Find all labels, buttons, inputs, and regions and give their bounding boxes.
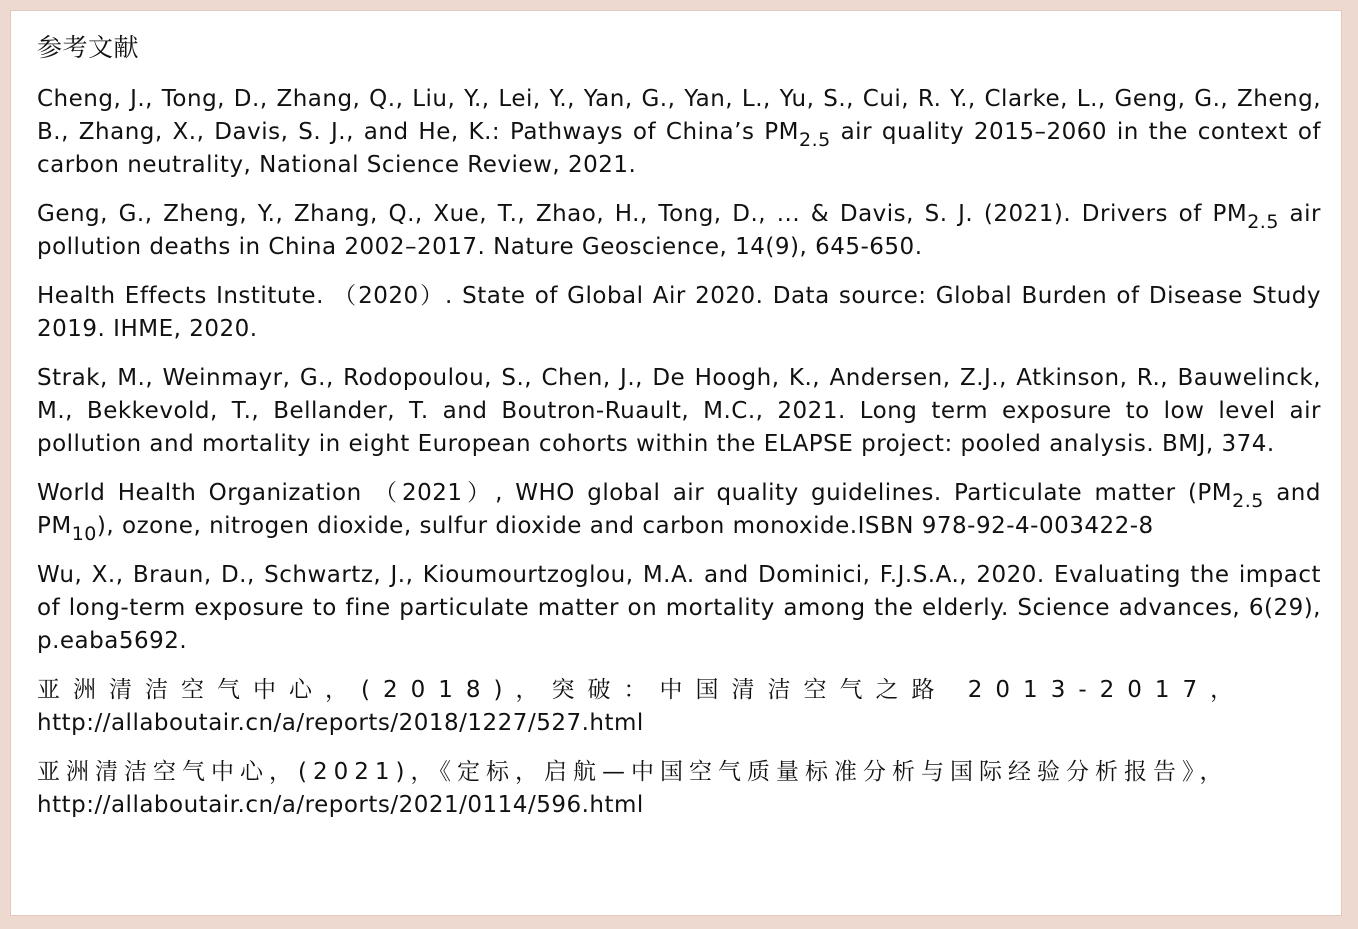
reference-item-who: World Health Organization （2021）, WHO global air quality guidelines. Particulate matter ($PM_{2.5}$ and $PM_{10}$), ozone, nitrogen dioxide, sulfur dioxide and carbon monoxide.ISBN 978-92-4-003422-8 bbox=[37, 480, 1321, 545]
reference-link-2021[interactable]: http://allaboutair.cn/a/reports/2021/0114/596.html bbox=[37, 792, 644, 818]
references-content bbox=[37, 31, 1321, 838]
reference-item-geng: Geng, G., Zheng, Y., Zhang, Q., Xue, T., Zhao, H., Tong, D., ... & Davis, S. J. (2021). Drivers of $PM_{2.5}$ air pollution deaths in China 2002–2017. Nature Geoscience, 14(9), 645-650. bbox=[37, 201, 1321, 260]
reference-item-wu: Wu, X., Braun, D., Schwartz, J., Kioumourtzoglou, M.A. and Dominici, F.J.S.A., 2020. Evaluating the impact of long-term exposure to fine particulate matter on mortality among the elderly. Science advances, 6(29), p.eaba5692. bbox=[37, 562, 1321, 654]
reference-item-cca-2021: 亚洲清洁空气中心，(2021)，《定标，启航—中国空气质量标准分析与国际经验分析报告》， http://allaboutair.cn/a/reports/2021/0114/596.html bbox=[37, 759, 1229, 818]
reference-item-cca-2018: 亚洲清洁空气中心，(2018)，突破：中国清洁空气之路 2013-2017， http://allaboutair.cn/a/reports/2018/1227/527.html bbox=[37, 677, 1247, 736]
references-heading: 参考文献 bbox=[37, 33, 140, 62]
reference-item-strak: Strak, M., Weinmayr, G., Rodopoulou, S., Chen, J., De Hoogh, K., Andersen, Z.J., Atkinson, R., Bauwelinck, M., Bekkevold, T., Bellander, T. and Boutron-Ruault, M.C., 2021. Long term exposure to low level air pollution and mortality in eight European cohorts within the ELAPSE project: pooled analysis. BMJ, 374. bbox=[37, 365, 1321, 457]
reference-item-cheng: Cheng, J., Tong, D., Zhang, Q., Liu, Y., Lei, Y., Yan, G., Yan, L., Yu, S., Cui, R. Y., Clarke, L., Geng, G., Zheng, B., Zhang, X., Davis, S. J., and He, K.: Pathways of China’s $PM_{2.5}$ air quality 2015–2060 in the context of carbon neutrality, National Science Review, 2021. bbox=[37, 86, 1321, 178]
references-panel bbox=[10, 10, 1342, 916]
reference-link-2018[interactable]: http://allaboutair.cn/a/reports/2018/1227/527.html bbox=[37, 710, 644, 736]
reference-item-hei: Health Effects Institute. （2020）. State of Global Air 2020. Data source: Global Burden of Disease Study 2019. IHME, 2020. bbox=[37, 283, 1321, 342]
